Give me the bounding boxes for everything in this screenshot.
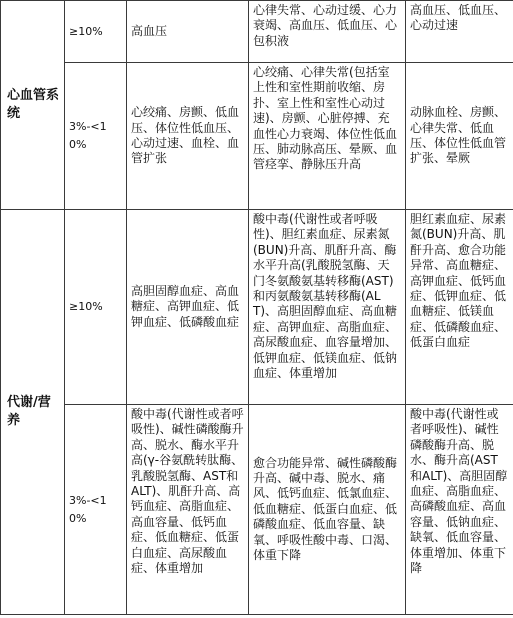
reaction-cell: 愈合功能异常、碱性磷酸酶升高、碱中毒、脱水、痛风、低钙血症、低氯血症、低血糖症、低蛋白血症、低磷酸血症、低血容量、缺氧、呼吸性酸中毒、口渴、体重下降 — [249, 405, 406, 615]
frequency-cell: 3%-<10% — [65, 63, 127, 210]
reaction-cell: 酸中毒(代谢性或者呼吸性)、胆红素血症、尿素氮(BUN)升高、肌酐升高、酶水平升高(乳酸脱氢酶、天门冬氨酸氨基转移酶(AST)和丙氨酸氨基转移酶(ALT)、高胆固醇血症、高血糖症、高钾血症、高脂血症、高尿酸血症、血容量增加、低钾血症、低镁血症、低钠血症、体重增加 — [249, 210, 406, 405]
reaction-cell: 高血压、低血压、心动过速 — [406, 1, 513, 63]
reaction-cell: 高血压 — [127, 1, 249, 63]
table-row — [1, 63, 513, 210]
reaction-cell: 酸中毒(代谢性或者呼吸性)、碱性磷酸酶升高、脱水、酶水平升高(γ-谷氨酰转肽酶、乳酸脱氢酶、AST和ALT)、肌酐升高、高钙血症、高脂血症、高血容量、低钙血症、低血糖症、低蛋白血症、高尿酸血症、体重增加 — [127, 405, 249, 615]
table-row — [1, 405, 513, 615]
frequency-cell: ≥10% — [65, 210, 127, 405]
category-cardiovascular: 心血管系统 — [1, 1, 65, 210]
reaction-cell: 高胆固醇血症、高血糖症、高钾血症、低钾血症、低磷酸血症 — [127, 210, 249, 405]
reaction-cell: 酸中毒(代谢性或者呼吸性)、碱性磷酸酶升高、脱水、酶升高(AST和ALT)、高胆固醇血症、高脂血症、高磷酸血症、高血容量、低钠血症、缺氧、低血容量、体重增加、体重下降 — [406, 405, 513, 615]
frequency-cell: ≥10% — [65, 1, 127, 63]
table-row — [1, 210, 513, 405]
reaction-cell: 心律失常、心动过缓、心力衰竭、高血压、低血压、心包积液 — [249, 1, 406, 63]
frequency-cell: 3%-<10% — [65, 405, 127, 615]
reaction-cell: 胆红素血症、尿素氮(BUN)升高、肌酐升高、愈合功能异常、高血糖症、高钾血症、低钙血症、低钾血症、低血糖症、低镁血症、低磷酸血症、低蛋白血症 — [406, 210, 513, 405]
reaction-cell: 心绞痛、心律失常(包括室上性和室性期前收缩、房扑、室上性和室性心动过速)、房颤、心脏停搏、充血性心力衰竭、体位性低血压、肺动脉高压、晕厥、血管痉挛、静脉压升高 — [249, 63, 406, 210]
reaction-cell: 心绞痛、房颤、低血压、体位性低血压、心动过速、血栓、血管扩张 — [127, 63, 249, 210]
category-metabolic: 代谢/营养 — [1, 210, 65, 615]
table-row — [1, 1, 513, 63]
reaction-cell: 动脉血栓、房颤、心律失常、低血压、体位性低血管扩张、晕厥 — [406, 63, 513, 210]
